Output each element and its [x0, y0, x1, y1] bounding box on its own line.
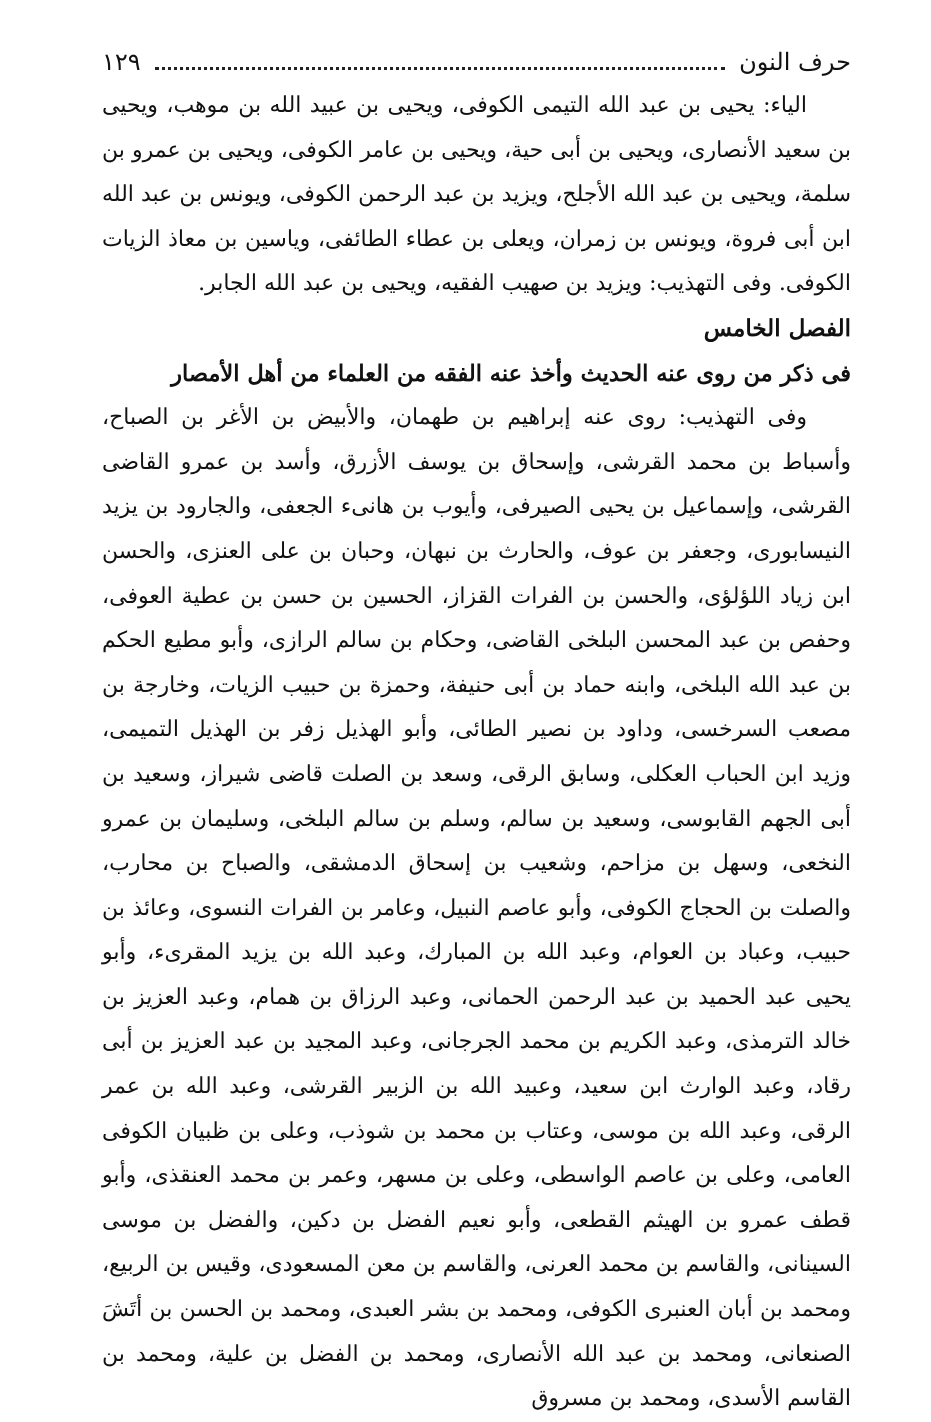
- running-title: حرف النون: [739, 48, 851, 76]
- section-title: الفصل الخامس: [703, 314, 851, 342]
- dotted-leader: [155, 67, 725, 70]
- section-subtitle: فى ذكر من روى عنه الحديث وأخذ عنه الفقه من العلماء من أهل الأمصار: [171, 360, 851, 387]
- paragraph-ya-narrators: الياء: يحيى بن عبد الله التيمى الكوفى، ويحيى بن عبيد الله بن موهب، ويحيى بن سعيد الأنصارى، ويحيى بن أبى حية، ويحيى بن عامر الكوفى، ويحيى بن عمرو بن سلمة، ويحيى بن عبد الله الأجلح، ويزيد بن عبد الرحمن الكوفى، ويونس بن عبد الله ابن أبى فروة، ويونس بن زمران، ويعلى بن عطاء الطائفى، وياسين بن معاذ الزيات الكوفى. وفى التهذيب: ويزيد بن صهيب الفقيه، ويحيى بن عبد الله الجابر.: [102, 93, 852, 297]
- paragraph-tahdhib-narrators: وفى التهذيب: روى عنه إبراهيم بن طهمان، والأبيض بن الأغر بن الصباح، وأسباط بن محمد القرشى، وإسحاق بن يوسف الأزرق، وأسد بن عمرو القاضى القرشى، وإسماعيل بن يحيى الصيرفى، وأيوب بن هانىء الجعفى، والجارود بن يزيد النيسابورى، وجعفر بن عوف، والحارث بن نبهان، وحبان بن على العنزى، والحسن ابن زياد اللؤلؤى، والحسن بن الفرات القزاز، الحسين بن حسن بن عطية العوفى، وحفص بن عبد المحسن البلخى القاضى، وحكام بن سالم الرازى، وأبو مطيع الحكم بن عبد الله البلخى، وابنه حماد بن أبى حنيفة، وحمزة بن حبيب الزيات، وخارجة بن مصعب السرخسى، وداود بن نصير الطائى، وأبو الهذيل زفر بن الهذيل التميمى، وزيد ابن الحباب العكلى، وسابق الرقى، وسعد بن الصلت قاضى شيراز، وسعيد بن أبى الجهم القابوسى، وسعيد بن سالم، وسلم بن سالم البلخى، وسليمان بن عمرو النخعى، وسهل بن مزاحم، وشعيب بن إسحاق الدمشقى، والصباح بن محارب، والصلت بن الحجاج الكوفى، وأبو عاصم النبيل، وعامر بن الفرات النسوى، وعائذ بن حبيب، وعباد بن العوام، وعبد الله بن المبارك، وعبد الله بن يزيد المقرىء، وأبو يحيى عبد الحميد بن عبد الرحمن الحمانى، وعبد الرزاق بن همام، وعبد العزيز بن خالد الترمذى، وعبد الكريم بن محمد الجرجانى، وعبد المجيد بن عبد العزيز بن أبى رقاد، وعبد الوارث ابن سعيد، وعبيد الله بن الزبير القرشى، وعبد الله بن عمر الرقى، وعبد الله بن موسى، وعتاب بن محمد بن شوذب، وعلى بن ظبيان الكوفى العامى، وعلى بن عاصم الواسطى، وعلى بن مسهر، وعمر بن محمد العنقذى، وأبو قطف عمرو بن الهيثم القطعى، وأبو نعيم الفضل بن دكين، والفضل بن موسى السينانى، والقاسم بن محمد العرنى، والقاسم بن معن المسعودى، وقيس بن الربيع، ومحمد بن أبان العنبرى الكوفى، ومحمد بن بشر العبدى، ومحمد بن الحسن بن أتَشَ الصنعانى، ومحمد بن عبد الله الأنصارى، ومحمد بن الفضل بن علية، ومحمد بن القاسم الأسدى، ومحمد بن مسروق: [102, 405, 851, 1412]
- running-header: [102, 40, 851, 84]
- page-number: ١٢٩: [102, 48, 141, 76]
- page-body: [102, 84, 851, 1422]
